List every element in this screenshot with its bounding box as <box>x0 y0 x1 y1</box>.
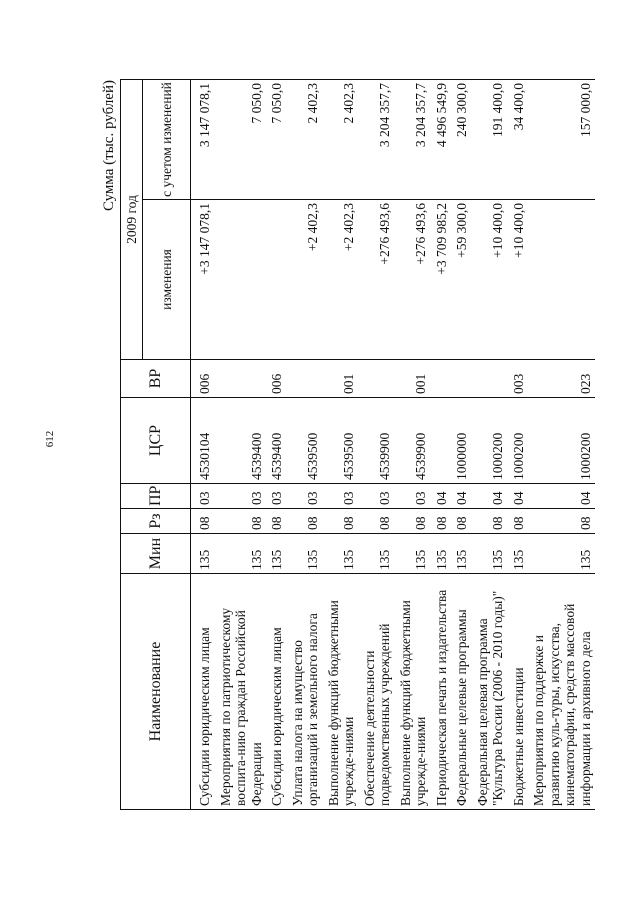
cell-change: +276 493,6 <box>395 200 431 360</box>
cell-vr <box>359 360 395 398</box>
cell-vr <box>451 360 472 398</box>
cell-min: 135 <box>451 534 472 574</box>
cell-total: 34 400,0 <box>508 80 529 200</box>
cell-pr: 04 <box>508 484 529 509</box>
cell-rz: 08 <box>431 509 452 534</box>
cell-min: 135 <box>528 534 595 574</box>
header-changes: изменения <box>143 200 191 360</box>
header-rz: Рз <box>121 509 191 534</box>
cell-rz: 08 <box>359 509 395 534</box>
cell-change <box>528 200 595 360</box>
cell-pr: 03 <box>395 484 431 509</box>
cell-name: Мероприятия по патриотическому воспита-нию граждан Российской Федерации <box>215 574 267 810</box>
cell-vr <box>215 360 267 398</box>
table-row <box>431 80 452 810</box>
cell-change: +59 300,0 <box>451 200 472 360</box>
cell-vr: 023 <box>528 360 595 398</box>
cell-change: +276 493,6 <box>359 200 395 360</box>
table-row <box>508 80 529 810</box>
cell-csr: 4539900 <box>359 398 395 484</box>
cell-min: 135 <box>508 534 529 574</box>
cell-total: 7 050,0 <box>266 80 287 200</box>
cell-pr: 03 <box>359 484 395 509</box>
cell-min: 135 <box>191 534 215 574</box>
cell-pr: 04 <box>431 484 452 509</box>
cell-total: 3 204 357,7 <box>359 80 395 200</box>
cell-change <box>215 200 267 360</box>
cell-min: 135 <box>287 534 323 574</box>
cell-name: Мероприятия по поддержке и развитию куль-туры, искусства, кинематографии, средств массовой информации и архивного дела <box>528 574 595 810</box>
cell-change: +10 400,0 <box>472 200 508 360</box>
cell-pr: 03 <box>191 484 215 509</box>
cell-total: 7 050,0 <box>215 80 267 200</box>
cell-name: Бюджетные инвестиции <box>508 574 529 810</box>
cell-rz: 08 <box>191 509 215 534</box>
cell-name: Выполнение функций бюджетными учрежде-ниями <box>395 574 431 810</box>
cell-csr: 4530104 <box>191 398 215 484</box>
cell-vr: 003 <box>508 360 529 398</box>
cell-change <box>266 200 287 360</box>
cell-vr <box>472 360 508 398</box>
cell-rz: 08 <box>323 509 359 534</box>
table-row <box>191 80 215 810</box>
header-with-changes: с учетом изменений <box>143 80 191 200</box>
cell-name: Периодическая печать и издательства <box>431 574 452 810</box>
cell-min: 135 <box>431 534 452 574</box>
table-row <box>451 80 472 810</box>
cell-pr: 03 <box>266 484 287 509</box>
cell-min: 135 <box>395 534 431 574</box>
cell-vr <box>431 360 452 398</box>
cell-total: 191 400,0 <box>472 80 508 200</box>
cell-pr: 03 <box>287 484 323 509</box>
table-row <box>472 80 508 810</box>
rotated-page-content <box>100 80 593 810</box>
cell-total: 2 402,3 <box>287 80 323 200</box>
table-row <box>215 80 267 810</box>
header-csr: ЦСР <box>121 398 191 484</box>
cell-csr: 1000200 <box>472 398 508 484</box>
cell-csr: 4539500 <box>323 398 359 484</box>
cell-csr: 1000200 <box>508 398 529 484</box>
cell-name: Субсидии юридическим лицам <box>191 574 215 810</box>
cell-min: 135 <box>323 534 359 574</box>
cell-total: 4 496 549,9 <box>431 80 452 200</box>
cell-pr: 04 <box>472 484 508 509</box>
cell-min: 135 <box>472 534 508 574</box>
cell-change: +2 402,3 <box>287 200 323 360</box>
table-row <box>395 80 431 810</box>
cell-vr <box>287 360 323 398</box>
cell-rz: 08 <box>395 509 431 534</box>
cell-name: Уплата налога на имущество организаций и земельного налога <box>287 574 323 810</box>
page-number: 612 <box>44 430 56 448</box>
cell-pr: 04 <box>528 484 595 509</box>
header-year: 2009 год <box>121 80 143 360</box>
cell-rz: 08 <box>508 509 529 534</box>
cell-min: 135 <box>215 534 267 574</box>
cell-vr: 006 <box>191 360 215 398</box>
cell-rz: 08 <box>451 509 472 534</box>
cell-min: 135 <box>266 534 287 574</box>
cell-pr: 04 <box>451 484 472 509</box>
cell-change: +3 147 078,1 <box>191 200 215 360</box>
cell-name: Федеральная целевая программа "Культура России (2006 - 2010 годы)" <box>472 574 508 810</box>
cell-csr: 1000000 <box>451 398 472 484</box>
cell-rz: 08 <box>528 509 595 534</box>
header-vr: ВР <box>121 360 191 398</box>
header-name: Наименование <box>121 574 191 810</box>
cell-change: +10 400,0 <box>508 200 529 360</box>
cell-rz: 08 <box>472 509 508 534</box>
header-min: Мин <box>121 534 191 574</box>
cell-total: 157 000,0 <box>528 80 595 200</box>
cell-pr: 03 <box>323 484 359 509</box>
cell-total: 2 402,3 <box>323 80 359 200</box>
table-body <box>191 80 596 810</box>
cell-total: 3 147 078,1 <box>191 80 215 200</box>
cell-name: Субсидии юридическим лицам <box>266 574 287 810</box>
table-row <box>323 80 359 810</box>
cell-total: 3 204 357,7 <box>395 80 431 200</box>
cell-total: 240 300,0 <box>451 80 472 200</box>
cell-change: +2 402,3 <box>323 200 359 360</box>
cell-change: +3 709 985,2 <box>431 200 452 360</box>
cell-name: Выполнение функций бюджетными учрежде-ниями <box>323 574 359 810</box>
cell-csr: 4539500 <box>287 398 323 484</box>
cell-rz: 08 <box>215 509 267 534</box>
cell-name: Обеспечение деятельности подведомственных учреждений <box>359 574 395 810</box>
cell-name: Федеральные целевые программы <box>451 574 472 810</box>
table-header <box>121 80 191 810</box>
units-label: Сумма (тыс. рублей) <box>101 80 117 212</box>
cell-csr: 4539400 <box>215 398 267 484</box>
table-row <box>287 80 323 810</box>
budget-table <box>120 79 595 810</box>
table-row <box>266 80 287 810</box>
table-row <box>359 80 395 810</box>
cell-vr: 006 <box>266 360 287 398</box>
cell-csr: 4539400 <box>266 398 287 484</box>
cell-rz: 08 <box>266 509 287 534</box>
cell-vr: 001 <box>323 360 359 398</box>
cell-vr: 001 <box>395 360 431 398</box>
cell-csr <box>431 398 452 484</box>
cell-csr: 4539900 <box>395 398 431 484</box>
cell-csr: 1000200 <box>528 398 595 484</box>
table-row <box>528 80 595 810</box>
cell-pr: 03 <box>215 484 267 509</box>
cell-min: 135 <box>359 534 395 574</box>
cell-rz: 08 <box>287 509 323 534</box>
header-pr: ПР <box>121 484 191 509</box>
